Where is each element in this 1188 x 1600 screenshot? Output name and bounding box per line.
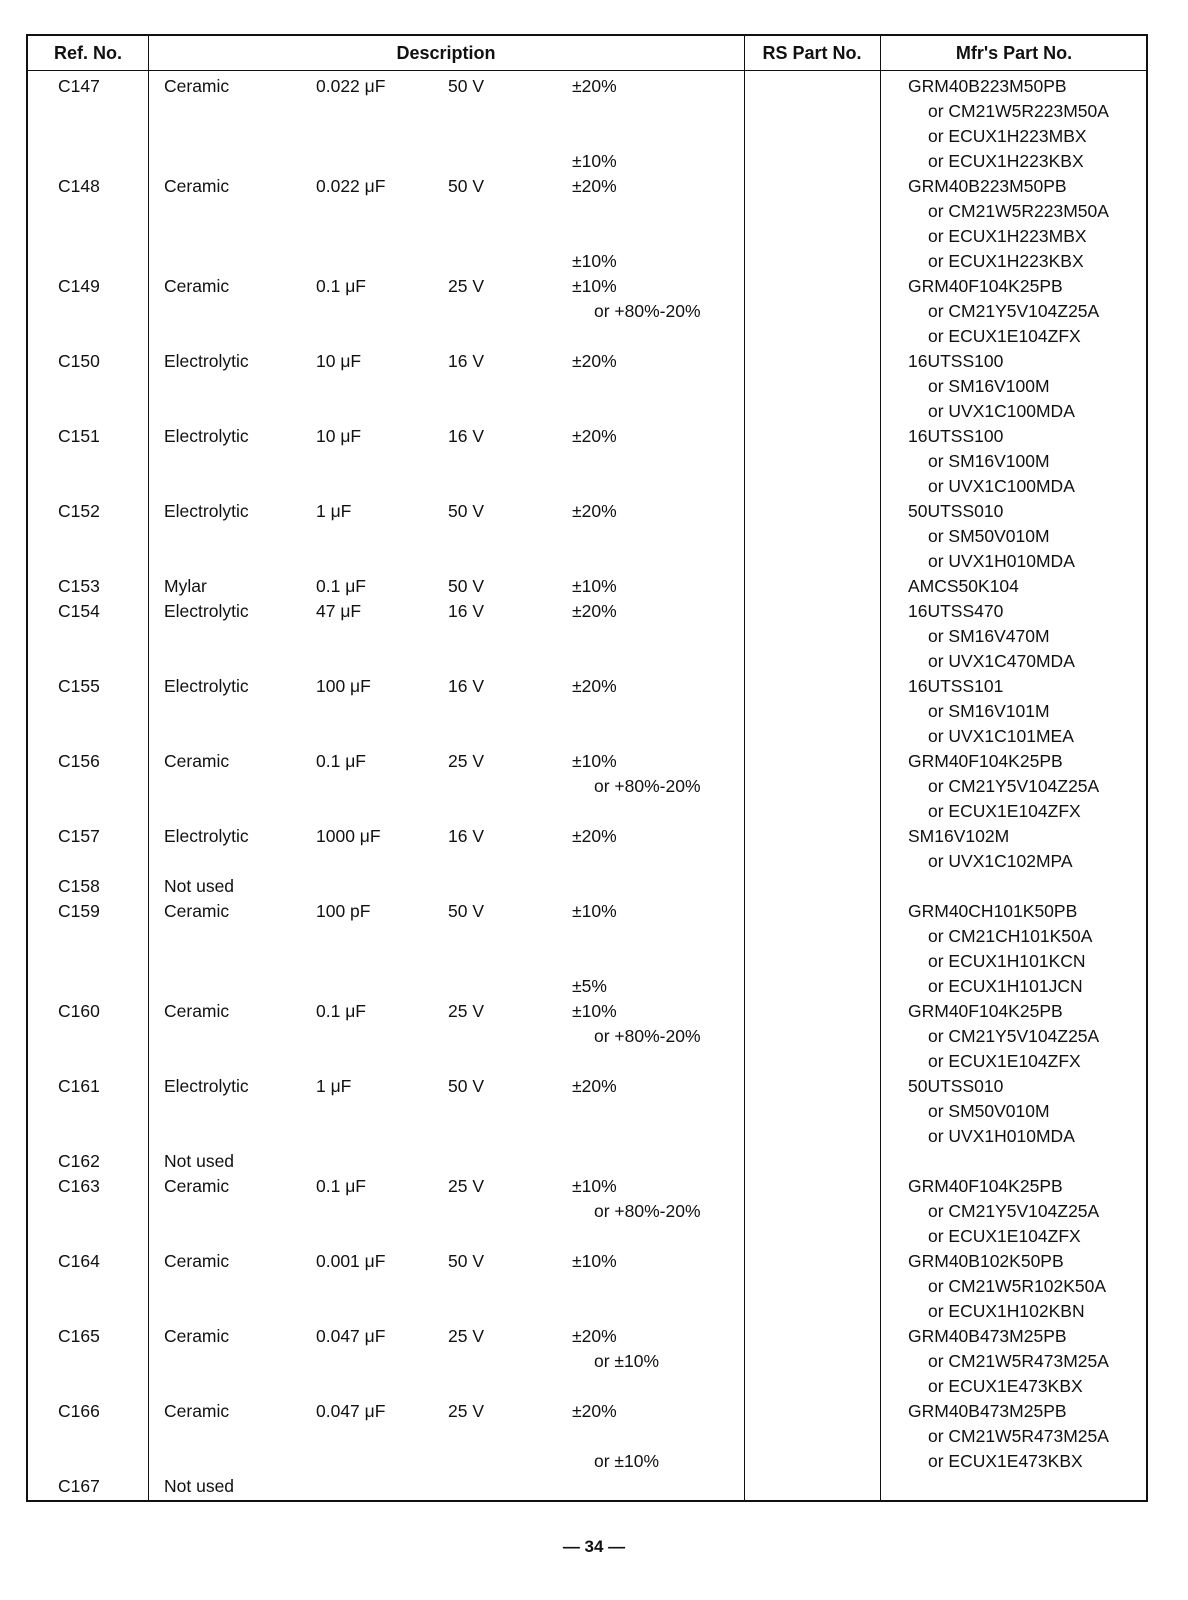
voltage-rating: 16 V bbox=[448, 351, 484, 371]
mfr-part-line: or ECUX1H223KBX bbox=[928, 251, 1084, 271]
tolerance-line: or +80%-20% bbox=[594, 1201, 701, 1221]
ref-no: C167 bbox=[58, 1476, 100, 1496]
mfr-part-line: GRM40CH101K50PB bbox=[908, 901, 1078, 921]
tolerance-line: ±20% bbox=[572, 426, 617, 446]
tolerance bbox=[572, 749, 701, 799]
tolerance bbox=[572, 1399, 659, 1474]
tolerance-line bbox=[572, 224, 617, 249]
tolerance-line: ±10% bbox=[572, 576, 617, 596]
tolerance-line: ±20% bbox=[572, 176, 617, 196]
ref-no: C160 bbox=[58, 1001, 100, 1021]
mfr-part-line: or ECUX1E104ZFX bbox=[928, 326, 1081, 346]
header-mfr-part-no: Mfr's Part No. bbox=[955, 43, 1073, 63]
tolerance-line bbox=[572, 1424, 659, 1449]
tolerance bbox=[572, 74, 617, 174]
mfr-part-line: or ECUX1H223KBX bbox=[928, 151, 1084, 171]
mfr-part-line: or SM50V010M bbox=[928, 1101, 1050, 1121]
parts-table bbox=[26, 34, 1148, 1502]
mfr-part-no bbox=[908, 174, 1109, 274]
tolerance bbox=[572, 824, 617, 849]
capacitance: 10 μF bbox=[316, 426, 362, 446]
mfr-part-line: SM16V102M bbox=[908, 826, 1010, 846]
tolerance-line bbox=[572, 199, 617, 224]
voltage-rating: 25 V bbox=[448, 1001, 484, 1021]
mfr-part-line: or UVX1H010MDA bbox=[928, 1126, 1075, 1146]
column-divider bbox=[148, 36, 149, 1500]
mfr-part-line: or CM21CH101K50A bbox=[928, 926, 1093, 946]
capacitance: 0.1 μF bbox=[316, 276, 366, 296]
mfr-part-no bbox=[908, 749, 1099, 824]
mfr-part-line: or CM21Y5V104Z25A bbox=[928, 776, 1100, 796]
capacitance: 1 μF bbox=[316, 1076, 352, 1096]
mfr-part-no bbox=[908, 674, 1074, 749]
component-type: Electrolytic bbox=[164, 501, 249, 521]
voltage-rating: 25 V bbox=[448, 1176, 484, 1196]
tolerance-line bbox=[572, 924, 617, 949]
mfr-part-line: or CM21W5R473M25A bbox=[928, 1426, 1109, 1446]
capacitance: 10 μF bbox=[316, 351, 362, 371]
voltage-rating: 50 V bbox=[448, 1076, 484, 1096]
mfr-part-no bbox=[908, 1174, 1099, 1249]
tolerance-line: ±10% bbox=[572, 1001, 617, 1021]
ref-no: C164 bbox=[58, 1251, 100, 1271]
mfr-part-line: 16UTSS100 bbox=[908, 351, 1004, 371]
tolerance bbox=[572, 899, 617, 999]
mfr-part-line: or UVX1C470MDA bbox=[928, 651, 1075, 671]
voltage-rating: 50 V bbox=[448, 1251, 484, 1271]
component-type: Electrolytic bbox=[164, 601, 249, 621]
tolerance-line: ±10% bbox=[572, 151, 617, 171]
mfr-part-line: or UVX1C100MDA bbox=[928, 401, 1075, 421]
mfr-part-no bbox=[908, 824, 1073, 874]
voltage-rating: 16 V bbox=[448, 676, 484, 696]
ref-no: C159 bbox=[58, 901, 100, 921]
ref-no: C166 bbox=[58, 1401, 100, 1421]
mfr-part-no bbox=[908, 499, 1075, 574]
component-type: Electrolytic bbox=[164, 676, 249, 696]
header-divider bbox=[28, 70, 1146, 71]
mfr-part-no bbox=[908, 1399, 1109, 1474]
mfr-part-line: or UVX1C100MDA bbox=[928, 476, 1075, 496]
voltage-rating: 25 V bbox=[448, 1326, 484, 1346]
capacitance: 0.022 μF bbox=[316, 76, 386, 96]
mfr-part-line: or CM21Y5V104Z25A bbox=[928, 301, 1100, 321]
tolerance bbox=[572, 1324, 659, 1374]
mfr-part-line: 16UTSS101 bbox=[908, 676, 1004, 696]
ref-no: C161 bbox=[58, 1076, 100, 1096]
mfr-part-no bbox=[908, 1074, 1075, 1149]
mfr-part-line: or ECUX1E104ZFX bbox=[928, 1226, 1081, 1246]
voltage-rating: 50 V bbox=[448, 901, 484, 921]
tolerance-line: ±10% bbox=[572, 1251, 617, 1271]
tolerance-line: ±10% bbox=[572, 901, 617, 921]
ref-no: C163 bbox=[58, 1176, 100, 1196]
component-type: Electrolytic bbox=[164, 351, 249, 371]
capacitance: 0.001 μF bbox=[316, 1251, 386, 1271]
mfr-part-line: or ECUX1E473KBX bbox=[928, 1376, 1083, 1396]
tolerance bbox=[572, 599, 617, 624]
mfr-part-line: or CM21W5R223M50A bbox=[928, 101, 1109, 121]
capacitance: 100 μF bbox=[316, 676, 371, 696]
voltage-rating: 16 V bbox=[448, 426, 484, 446]
mfr-part-line: GRM40F104K25PB bbox=[908, 1001, 1063, 1021]
tolerance-line: ±20% bbox=[572, 501, 617, 521]
tolerance bbox=[572, 274, 701, 324]
mfr-part-line: or CM21Y5V104Z25A bbox=[928, 1201, 1100, 1221]
ref-no: C158 bbox=[58, 876, 100, 896]
mfr-part-line: or SM16V101M bbox=[928, 701, 1050, 721]
tolerance-line: ±10% bbox=[572, 251, 617, 271]
header-description: Description bbox=[396, 43, 496, 63]
mfr-part-line: or SM16V100M bbox=[928, 376, 1050, 396]
component-type: Ceramic bbox=[164, 1176, 230, 1196]
mfr-part-line: or UVX1C102MPA bbox=[928, 851, 1073, 871]
tolerance-line bbox=[572, 99, 617, 124]
tolerance-line: ±20% bbox=[572, 1401, 617, 1421]
mfr-part-no bbox=[908, 599, 1075, 674]
mfr-part-line: or SM16V470M bbox=[928, 626, 1050, 646]
capacitance: 0.047 μF bbox=[316, 1326, 386, 1346]
ref-no: C153 bbox=[58, 576, 100, 596]
mfr-part-no bbox=[908, 424, 1075, 499]
voltage-rating: 50 V bbox=[448, 576, 484, 596]
ref-no: C149 bbox=[58, 276, 100, 296]
tolerance-line: or +80%-20% bbox=[594, 776, 701, 796]
component-type: Ceramic bbox=[164, 76, 230, 96]
component-type: Not used bbox=[164, 876, 235, 896]
mfr-part-line: or ECUX1H223MBX bbox=[928, 126, 1087, 146]
component-type: Ceramic bbox=[164, 1401, 230, 1421]
mfr-part-line: GRM40B102K50PB bbox=[908, 1251, 1064, 1271]
component-type: Electrolytic bbox=[164, 426, 249, 446]
mfr-part-line: or ECUX1E104ZFX bbox=[928, 1051, 1081, 1071]
component-type: Electrolytic bbox=[164, 1076, 249, 1096]
mfr-part-line: GRM40F104K25PB bbox=[908, 1176, 1063, 1196]
ref-no: C152 bbox=[58, 501, 100, 521]
ref-no: C165 bbox=[58, 1326, 100, 1346]
tolerance bbox=[572, 574, 617, 599]
mfr-part-line: 16UTSS470 bbox=[908, 601, 1004, 621]
mfr-part-line: or SM16V100M bbox=[928, 451, 1050, 471]
component-type: Ceramic bbox=[164, 1251, 230, 1271]
mfr-part-line: 50UTSS010 bbox=[908, 501, 1004, 521]
component-type: Ceramic bbox=[164, 901, 230, 921]
mfr-part-line: AMCS50K104 bbox=[908, 576, 1019, 596]
tolerance bbox=[572, 349, 617, 374]
voltage-rating: 16 V bbox=[448, 601, 484, 621]
voltage-rating: 16 V bbox=[448, 826, 484, 846]
mfr-part-line: or ECUX1H101KCN bbox=[928, 951, 1086, 971]
mfr-part-line: or CM21W5R102K50A bbox=[928, 1276, 1106, 1296]
tolerance-line: ±20% bbox=[572, 1076, 617, 1096]
component-type: Mylar bbox=[164, 576, 207, 596]
mfr-part-no bbox=[908, 274, 1099, 349]
mfr-part-line: GRM40B473M25PB bbox=[908, 1326, 1067, 1346]
mfr-part-no bbox=[908, 1324, 1109, 1399]
capacitance: 0.022 μF bbox=[316, 176, 386, 196]
column-divider bbox=[880, 36, 881, 1500]
mfr-part-line: or ECUX1E104ZFX bbox=[928, 801, 1081, 821]
ref-no: C147 bbox=[58, 76, 100, 96]
tolerance-line: ±20% bbox=[572, 76, 617, 96]
capacitance: 47 μF bbox=[316, 601, 362, 621]
mfr-part-line: GRM40B473M25PB bbox=[908, 1401, 1067, 1421]
capacitance: 1000 μF bbox=[316, 826, 381, 846]
column-divider bbox=[744, 36, 745, 1500]
voltage-rating: 25 V bbox=[448, 751, 484, 771]
tolerance-line: ±20% bbox=[572, 1326, 617, 1346]
capacitance: 0.1 μF bbox=[316, 751, 366, 771]
tolerance-line: ±20% bbox=[572, 351, 617, 371]
mfr-part-line: or SM50V010M bbox=[928, 526, 1050, 546]
capacitance: 0.1 μF bbox=[316, 1176, 366, 1196]
tolerance-line: ±10% bbox=[572, 276, 617, 296]
tolerance-line: ±5% bbox=[572, 976, 607, 996]
capacitance: 1 μF bbox=[316, 501, 352, 521]
tolerance bbox=[572, 499, 617, 524]
ref-no: C157 bbox=[58, 826, 100, 846]
mfr-part-line: or ECUX1H102KBN bbox=[928, 1301, 1085, 1321]
component-type: Ceramic bbox=[164, 1001, 230, 1021]
voltage-rating: 50 V bbox=[448, 76, 484, 96]
component-type: Electrolytic bbox=[164, 826, 249, 846]
tolerance bbox=[572, 1249, 617, 1274]
ref-no: C162 bbox=[58, 1151, 100, 1171]
mfr-part-line: 50UTSS010 bbox=[908, 1076, 1004, 1096]
header-rs-part-no: RS Part No. bbox=[762, 43, 862, 63]
component-type: Ceramic bbox=[164, 751, 230, 771]
voltage-rating: 25 V bbox=[448, 276, 484, 296]
ref-no: C154 bbox=[58, 601, 100, 621]
mfr-part-line: or ECUX1H223MBX bbox=[928, 226, 1087, 246]
ref-no: C148 bbox=[58, 176, 100, 196]
mfr-part-line: GRM40F104K25PB bbox=[908, 751, 1063, 771]
tolerance-line: or ±10% bbox=[594, 1451, 660, 1471]
tolerance-line: ±20% bbox=[572, 676, 617, 696]
mfr-part-line: or UVX1C101MEA bbox=[928, 726, 1074, 746]
tolerance-line: ±10% bbox=[572, 1176, 617, 1196]
tolerance bbox=[572, 174, 617, 274]
ref-no: C150 bbox=[58, 351, 100, 371]
mfr-part-no bbox=[908, 1249, 1106, 1324]
tolerance bbox=[572, 424, 617, 449]
mfr-part-line: or ECUX1H101JCN bbox=[928, 976, 1083, 996]
ref-no: C155 bbox=[58, 676, 100, 696]
tolerance-line: or +80%-20% bbox=[594, 301, 701, 321]
mfr-part-line: GRM40B223M50PB bbox=[908, 176, 1067, 196]
mfr-part-no bbox=[908, 574, 1019, 599]
mfr-part-line: or ECUX1E473KBX bbox=[928, 1451, 1083, 1471]
capacitance: 0.1 μF bbox=[316, 576, 366, 596]
component-type: Ceramic bbox=[164, 176, 230, 196]
voltage-rating: 50 V bbox=[448, 501, 484, 521]
capacitance: 0.047 μF bbox=[316, 1401, 386, 1421]
mfr-part-line: or CM21Y5V104Z25A bbox=[928, 1026, 1100, 1046]
mfr-part-no bbox=[908, 999, 1099, 1074]
voltage-rating: 25 V bbox=[448, 1401, 484, 1421]
mfr-part-line: GRM40F104K25PB bbox=[908, 276, 1063, 296]
mfr-part-line: GRM40B223M50PB bbox=[908, 76, 1067, 96]
mfr-part-line: or UVX1H010MDA bbox=[928, 551, 1075, 571]
mfr-part-no bbox=[908, 349, 1075, 424]
capacitance: 0.1 μF bbox=[316, 1001, 366, 1021]
tolerance-line: ±20% bbox=[572, 601, 617, 621]
tolerance bbox=[572, 674, 617, 699]
tolerance bbox=[572, 1074, 617, 1099]
tolerance-line: or +80%-20% bbox=[594, 1026, 701, 1046]
mfr-part-line: 16UTSS100 bbox=[908, 426, 1004, 446]
tolerance-line bbox=[572, 124, 617, 149]
tolerance-line bbox=[572, 949, 617, 974]
tolerance bbox=[572, 999, 701, 1049]
mfr-part-line: or CM21W5R473M25A bbox=[928, 1351, 1109, 1371]
mfr-part-no bbox=[908, 899, 1092, 999]
tolerance-line: or ±10% bbox=[594, 1351, 660, 1371]
capacitance: 100 pF bbox=[316, 901, 371, 921]
header-ref-no: Ref. No. bbox=[53, 43, 122, 63]
tolerance-line: ±20% bbox=[572, 826, 617, 846]
tolerance bbox=[572, 1174, 701, 1224]
ref-no: C151 bbox=[58, 426, 100, 446]
component-type: Ceramic bbox=[164, 276, 230, 296]
mfr-part-line: or CM21W5R223M50A bbox=[928, 201, 1109, 221]
component-type: Not used bbox=[164, 1476, 235, 1496]
page-number: — 34 — bbox=[562, 1537, 626, 1556]
mfr-part-no bbox=[908, 74, 1109, 174]
component-type: Not used bbox=[164, 1151, 235, 1171]
component-type: Ceramic bbox=[164, 1326, 230, 1346]
tolerance-line: ±10% bbox=[572, 751, 617, 771]
ref-no: C156 bbox=[58, 751, 100, 771]
voltage-rating: 50 V bbox=[448, 176, 484, 196]
